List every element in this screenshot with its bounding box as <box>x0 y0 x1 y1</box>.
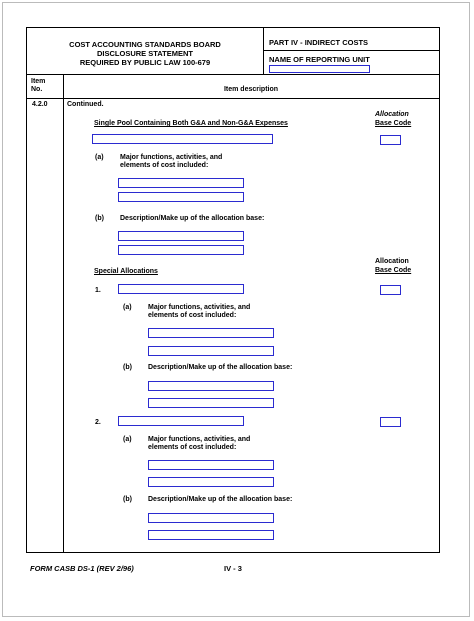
reporting-unit-field[interactable] <box>269 65 370 73</box>
single-pool-b-field-2[interactable] <box>118 245 244 255</box>
special-item-1-b-text: Description/Make up of the allocation base: <box>148 364 293 371</box>
item-number: 4.2.0 <box>32 101 48 108</box>
special-item-1-alloc-code-field[interactable] <box>380 285 401 295</box>
header-title-line3: REQUIRED BY PUBLIC LAW 100-679 <box>79 58 211 67</box>
header-divider-vertical <box>263 28 264 74</box>
special-allocations-heading: Special Allocations <box>94 268 158 275</box>
special-item-1-field[interactable] <box>118 284 244 294</box>
special-item-2-b-text: Description/Make up of the allocation base: <box>148 496 293 503</box>
special-item-2-a-text-line2: elements of cost included: <box>148 444 237 451</box>
reporting-unit-label: NAME OF REPORTING UNIT <box>269 55 370 64</box>
special-item-2-b-field-2[interactable] <box>148 530 274 540</box>
special-item-1-a-field-1[interactable] <box>148 328 274 338</box>
special-item-2-alloc-code-field[interactable] <box>380 417 401 427</box>
special-item-1-b-label: (b) <box>123 364 132 371</box>
header-divider-part <box>263 50 440 51</box>
special-alloc-label-line1: Allocation <box>375 258 409 265</box>
single-pool-b-label: (b) <box>95 215 104 222</box>
special-item-2-a-text-line1: Major functions, activities, and <box>148 436 251 443</box>
single-pool-alloc-label-line2: Base Code <box>375 120 412 127</box>
header-title-line2: DISCLOSURE STATEMENT <box>97 49 193 58</box>
special-item-1-a-field-2[interactable] <box>148 346 274 356</box>
special-item-1-a-text-line2: elements of cost included: <box>148 312 237 319</box>
item-column-divider <box>63 74 64 552</box>
item-description-header: Item description <box>223 86 279 93</box>
single-pool-b-field-1[interactable] <box>118 231 244 241</box>
page-number: IV - 3 <box>224 564 242 573</box>
single-pool-a-text-line1: Major functions, activities, and <box>120 154 223 161</box>
special-alloc-label-line2: Base Code <box>375 267 412 274</box>
special-item-2-b-field-1[interactable] <box>148 513 274 523</box>
column-header-bottom-line <box>27 98 439 99</box>
part-title: PART IV - INDIRECT COSTS <box>269 38 369 47</box>
header-bottom-line <box>27 74 439 75</box>
single-pool-a-field-2[interactable] <box>118 192 244 202</box>
special-item-2-a-field-1[interactable] <box>148 460 274 470</box>
single-pool-alloc-code-field[interactable] <box>380 135 401 145</box>
single-pool-a-label: (a) <box>95 154 104 161</box>
single-pool-a-field-1[interactable] <box>118 178 244 188</box>
special-item-1-b-field-1[interactable] <box>148 381 274 391</box>
single-pool-a-text-line2: elements of cost included: <box>120 162 209 169</box>
special-item-1-number: 1. <box>95 287 101 294</box>
special-item-2-a-field-2[interactable] <box>148 477 274 487</box>
special-item-2-number: 2. <box>95 419 101 426</box>
single-pool-name-field[interactable] <box>92 134 273 144</box>
item-no-header-line1: Item <box>31 78 46 85</box>
special-item-1-b-field-2[interactable] <box>148 398 274 408</box>
special-item-2-field[interactable] <box>118 416 244 426</box>
header-title-line1: COST ACCOUNTING STANDARDS BOARD <box>69 40 221 49</box>
form-id: FORM CASB DS-1 (REV 2/96) <box>30 564 134 573</box>
special-item-2-b-label: (b) <box>123 496 132 503</box>
item-no-header-line2: No. <box>31 86 43 93</box>
continued-text: Continued. <box>67 101 104 108</box>
special-item-2-a-label: (a) <box>123 436 132 443</box>
single-pool-b-text: Description/Make up of the allocation base: <box>120 215 265 222</box>
single-pool-alloc-label-line1: Allocation <box>375 111 409 118</box>
special-item-1-a-text-line1: Major functions, activities, and <box>148 304 251 311</box>
special-item-1-a-label: (a) <box>123 304 132 311</box>
single-pool-heading: Single Pool Containing Both G&A and Non-G&A Expenses <box>94 120 288 127</box>
